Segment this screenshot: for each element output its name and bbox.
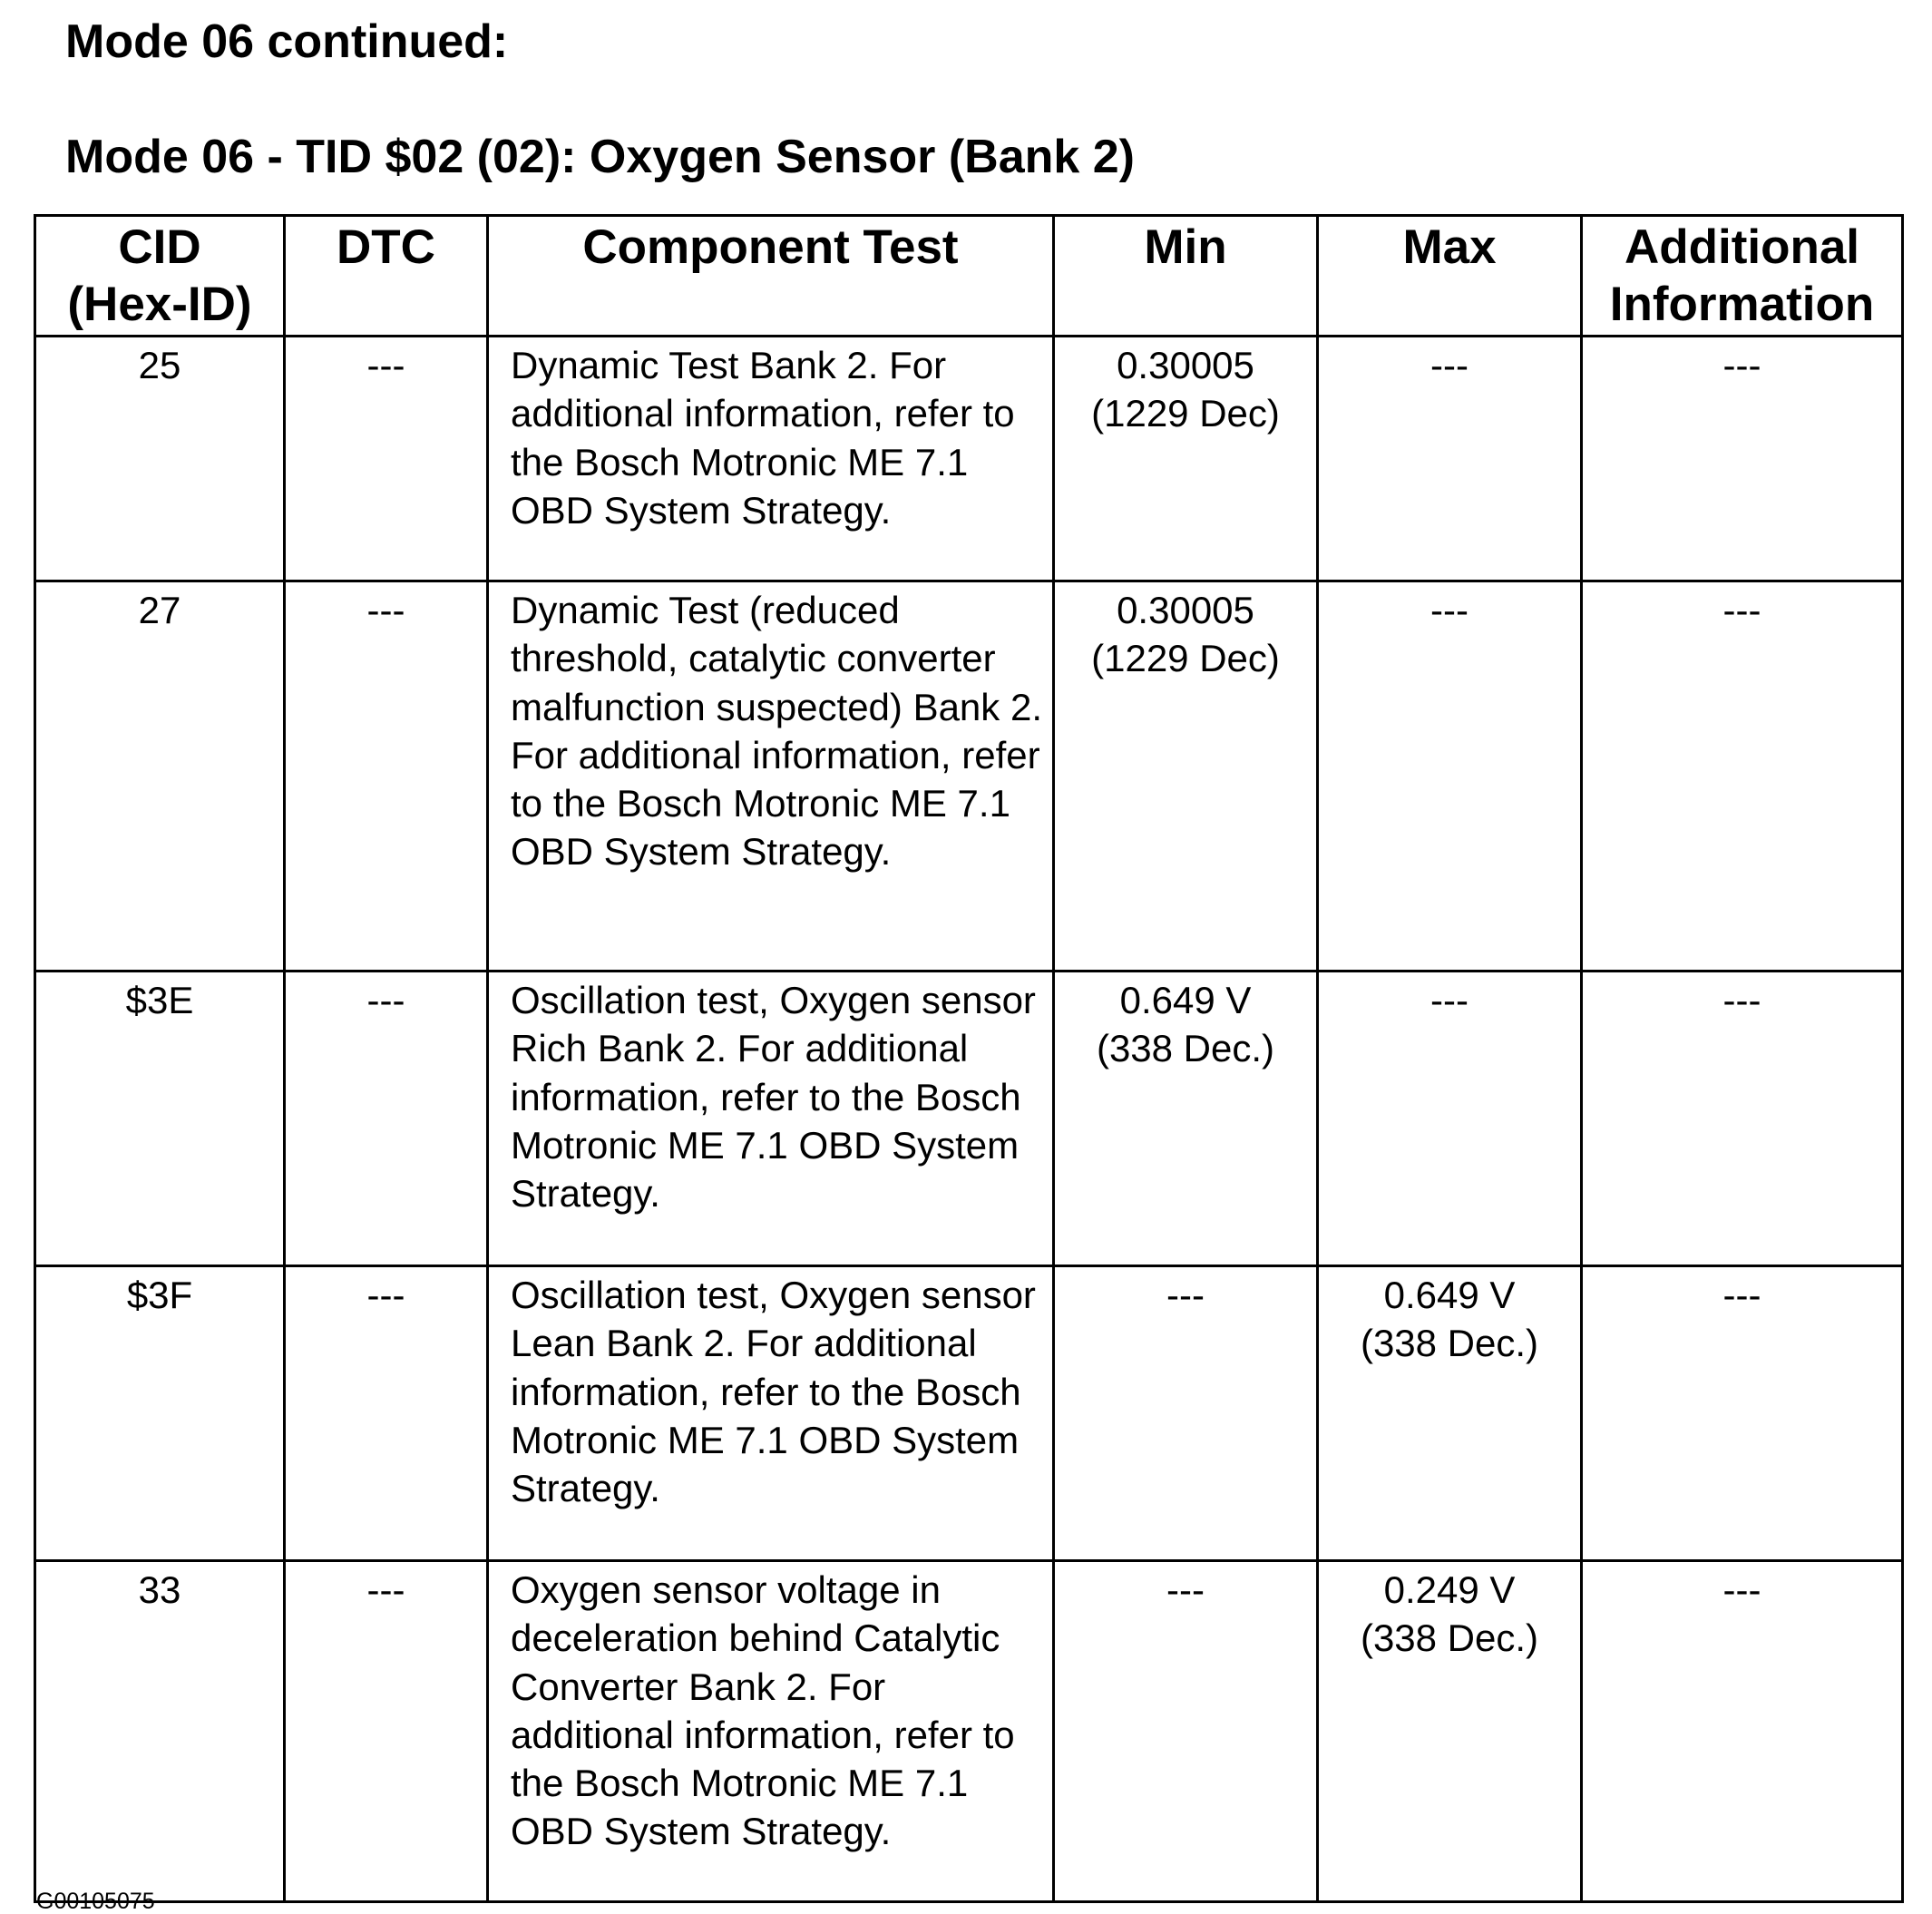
cell-additional-info: --- — [1582, 1266, 1903, 1561]
table-row — [35, 972, 1903, 1266]
cell-cid: $3E — [35, 972, 285, 1266]
cell-cid: 27 — [35, 581, 285, 972]
cell-max-line1: 0.649 V — [1383, 1274, 1516, 1316]
cell-max — [1318, 972, 1582, 1266]
cell-component-test: Oxygen sensor voltage in deceleration behind Catalytic Converter Bank 2. For additional information, refer to the Bosch Motronic ME 7.1 OBD System Strategy. — [488, 1561, 1054, 1902]
cell-max — [1318, 1561, 1582, 1902]
table-row — [35, 337, 1903, 581]
cell-min-line2: (1229 Dec) — [1091, 392, 1280, 435]
heading-continued: Mode 06 continued: — [65, 15, 509, 68]
cell-cid: 33 — [35, 1561, 285, 1902]
header-dtc: DTC — [285, 216, 488, 337]
header-cid — [35, 216, 285, 337]
cell-min-line1: 0.649 V — [1119, 979, 1252, 1021]
cell-additional-info: --- — [1582, 337, 1903, 581]
cell-min-line2: (338 Dec.) — [1096, 1027, 1275, 1070]
cell-max-line2: (338 Dec.) — [1360, 1616, 1539, 1660]
cell-dtc: --- — [285, 337, 488, 581]
cell-min-line1: --- — [1166, 1274, 1205, 1316]
table-body — [35, 337, 1903, 1902]
table-row — [35, 1266, 1903, 1561]
header-cid-line2: (Hex-ID) — [67, 278, 252, 331]
cell-min-line2: (1229 Dec) — [1091, 637, 1280, 680]
cell-component-test: Dynamic Test (reduced threshold, catalytic converter malfunction suspected) Bank 2. For additional information, refer to the Bosch Motronic ME 7.1 OBD System Strategy. — [488, 581, 1054, 972]
page-title: Mode 06 - TID $02 (02): Oxygen Sensor (Bank 2) — [65, 131, 1135, 183]
cell-max — [1318, 581, 1582, 972]
cell-min-line1: 0.30005 — [1117, 589, 1254, 631]
header-additional-line2: Information — [1609, 278, 1875, 331]
cell-additional-info: --- — [1582, 972, 1903, 1266]
header-component-test: Component Test — [488, 216, 1054, 337]
cell-dtc: --- — [285, 972, 488, 1266]
cell-min — [1054, 1561, 1318, 1902]
cell-component-test: Oscillation test, Oxygen sensor Lean Bank 2. For additional information, refer to the Bosch Motronic ME 7.1 OBD System Strategy. — [488, 1266, 1054, 1561]
header-cid-line1: CID — [118, 220, 201, 274]
cell-min — [1054, 337, 1318, 581]
cell-max-line1: --- — [1430, 344, 1469, 386]
figure-reference: G00105075 — [36, 1889, 155, 1914]
cell-additional-info: --- — [1582, 1561, 1903, 1902]
cell-dtc: --- — [285, 581, 488, 972]
cell-component-test: Dynamic Test Bank 2. For additional information, refer to the Bosch Motronic ME 7.1 OBD System Strategy. — [488, 337, 1054, 581]
cell-dtc: --- — [285, 1561, 488, 1902]
cell-min-line1: 0.30005 — [1117, 344, 1254, 386]
cell-max-line1: --- — [1430, 979, 1469, 1021]
table-header — [35, 216, 1903, 337]
cell-min — [1054, 581, 1318, 972]
cell-cid: $3F — [35, 1266, 285, 1561]
cell-max — [1318, 1266, 1582, 1561]
cell-component-test: Oscillation test, Oxygen sensor Rich Bank 2. For additional information, refer to the Bosch Motronic ME 7.1 OBD System Strategy. — [488, 972, 1054, 1266]
cell-cid: 25 — [35, 337, 285, 581]
cell-min-line1: --- — [1166, 1568, 1205, 1611]
cell-additional-info: --- — [1582, 581, 1903, 972]
header-min: Min — [1054, 216, 1318, 337]
cell-max-line1: 0.249 V — [1383, 1568, 1516, 1611]
header-additional-info — [1582, 216, 1903, 337]
cell-max-line1: --- — [1430, 589, 1469, 631]
header-max: Max — [1318, 216, 1582, 337]
cell-max-line2: (338 Dec.) — [1360, 1322, 1539, 1365]
table-row — [35, 581, 1903, 972]
table-row — [35, 1561, 1903, 1902]
mode06-table — [34, 214, 1904, 1903]
cell-min — [1054, 972, 1318, 1266]
cell-max — [1318, 337, 1582, 581]
header-row — [35, 216, 1903, 337]
header-additional-line1: Additional — [1624, 220, 1860, 274]
cell-dtc: --- — [285, 1266, 488, 1561]
cell-min — [1054, 1266, 1318, 1561]
